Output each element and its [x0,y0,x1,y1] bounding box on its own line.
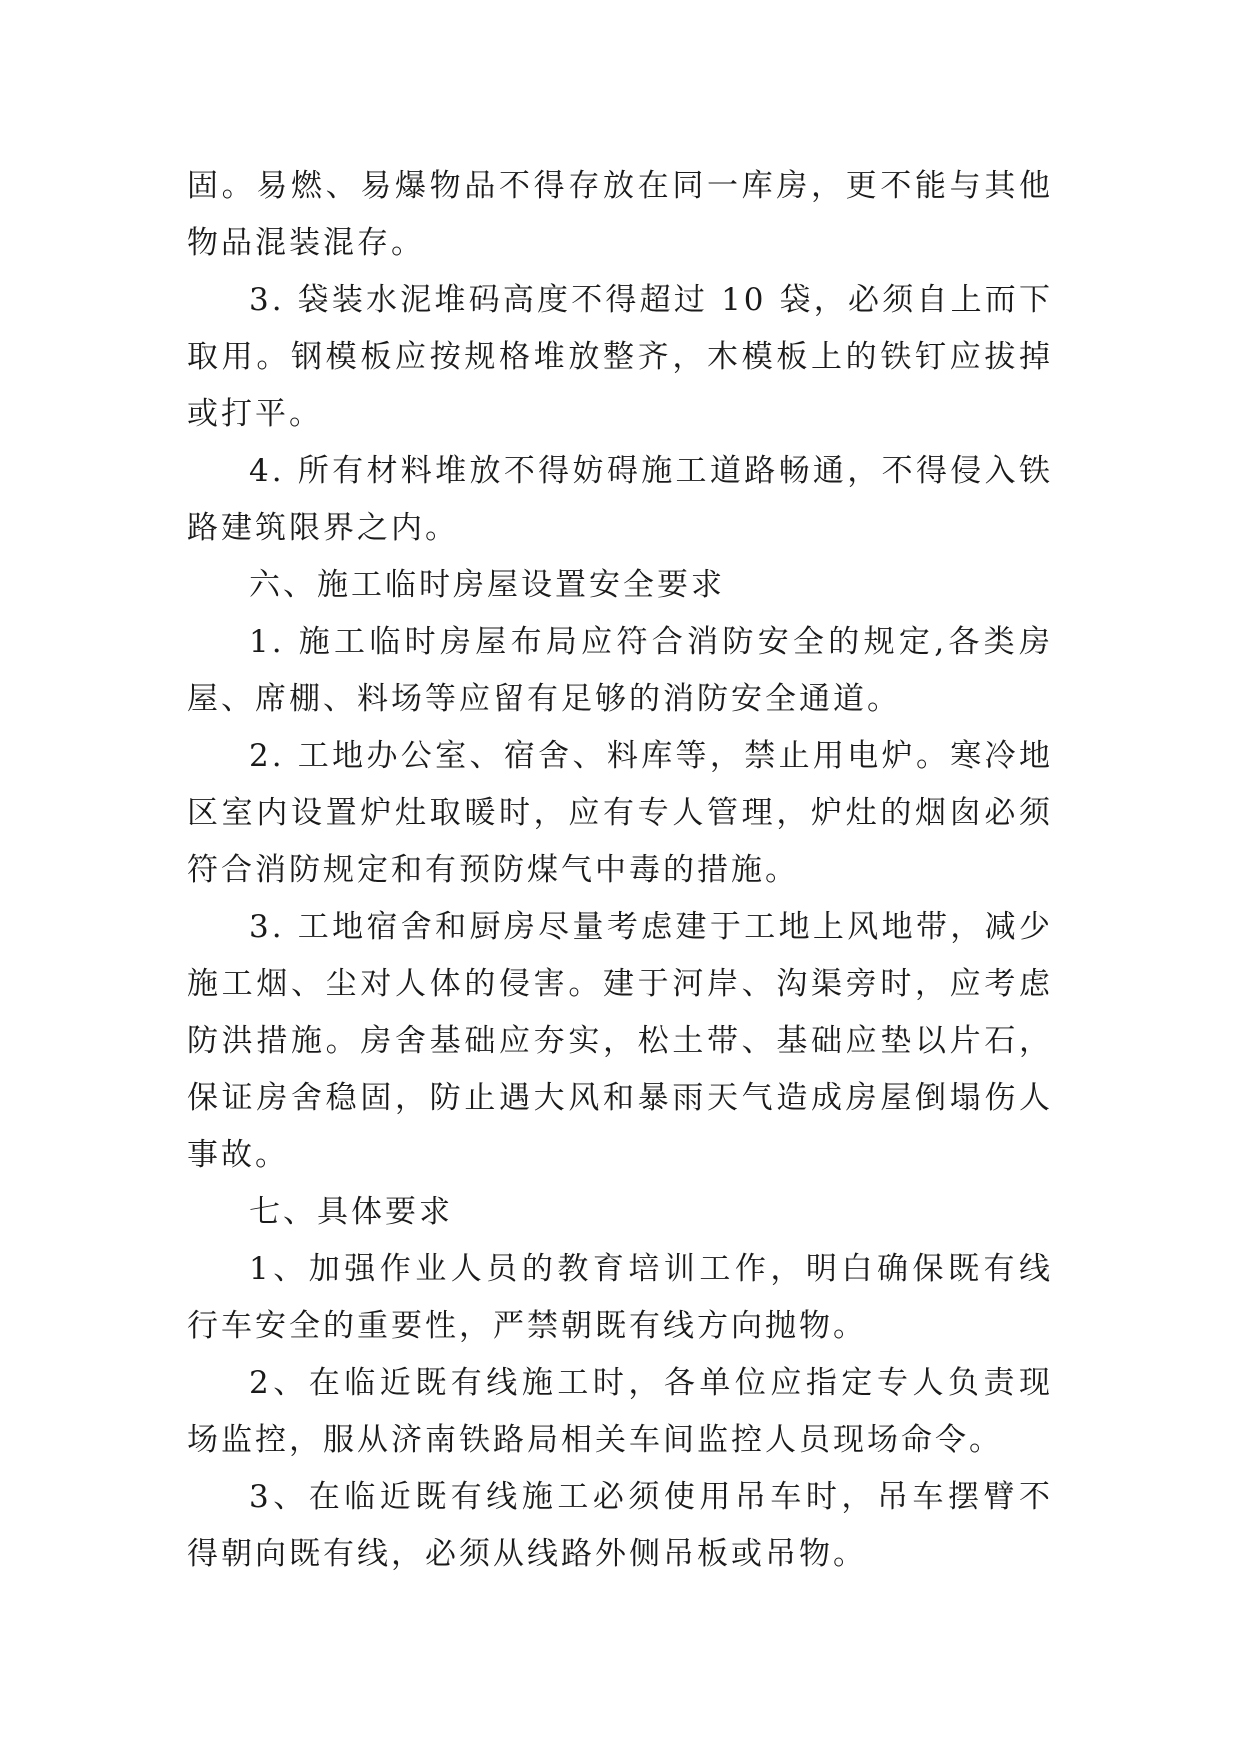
paragraph-item-2-heating: 2. 工地办公室、宿舍、料库等，禁止用电炉。寒冷地区室内设置炉灶取暖时，应有专人管理，炉灶的烟囱必须符合消防规定和有预防煤气中毒的措施。 [187,738,1053,888]
section-heading-7: 七、具体要求 [249,1194,453,1230]
paragraph-requirement-3: 3、在临近既有线施工必须使用吊车时，吊车摆臂不得朝向既有线，必须从线路外侧吊板或吊物。 [187,1479,1053,1572]
paragraph-item-3-cement: 3. 袋装水泥堆码高度不得超过 10 袋，必须自上而下取用。钢模板应按规格堆放整齐，木模板上的铁钉应拔掉或打平。 [187,282,1053,432]
paragraph-requirement-1: 1、加强作业人员的教育培训工作，明白确保既有线行车安全的重要性，严禁朝既有线方向抛物。 [187,1251,1053,1344]
paragraph-item-4-materials: 4. 所有材料堆放不得妨碍施工道路畅通，不得侵入铁路建筑限界之内。 [187,453,1053,546]
paragraph-continuation: 固。易燃、易爆物品不得存放在同一库房，更不能与其他物品混装混存。 [187,168,1053,261]
paragraph-item-1-layout: 1. 施工临时房屋布局应符合消防安全的规定,各类房屋、席棚、料场等应留有足够的消防安全通道。 [187,624,1053,717]
paragraph-requirement-2: 2、在临近既有线施工时，各单位应指定专人负责现场监控，服从济南铁路局相关车间监控人员现场命令。 [187,1365,1053,1458]
section-heading-6: 六、施工临时房屋设置安全要求 [249,567,725,603]
document-body [187,158,1053,1583]
paragraph-item-3-dormitory: 3. 工地宿舍和厨房尽量考虑建于工地上风地带，减少施工烟、尘对人体的侵害。建于河岸、沟渠旁时，应考虑防洪措施。房舍基础应夯实，松土带、基础应垫以片石，保证房舍稳固，防止遇大风和暴雨天气造成房屋倒塌伤人事故。 [187,909,1053,1173]
